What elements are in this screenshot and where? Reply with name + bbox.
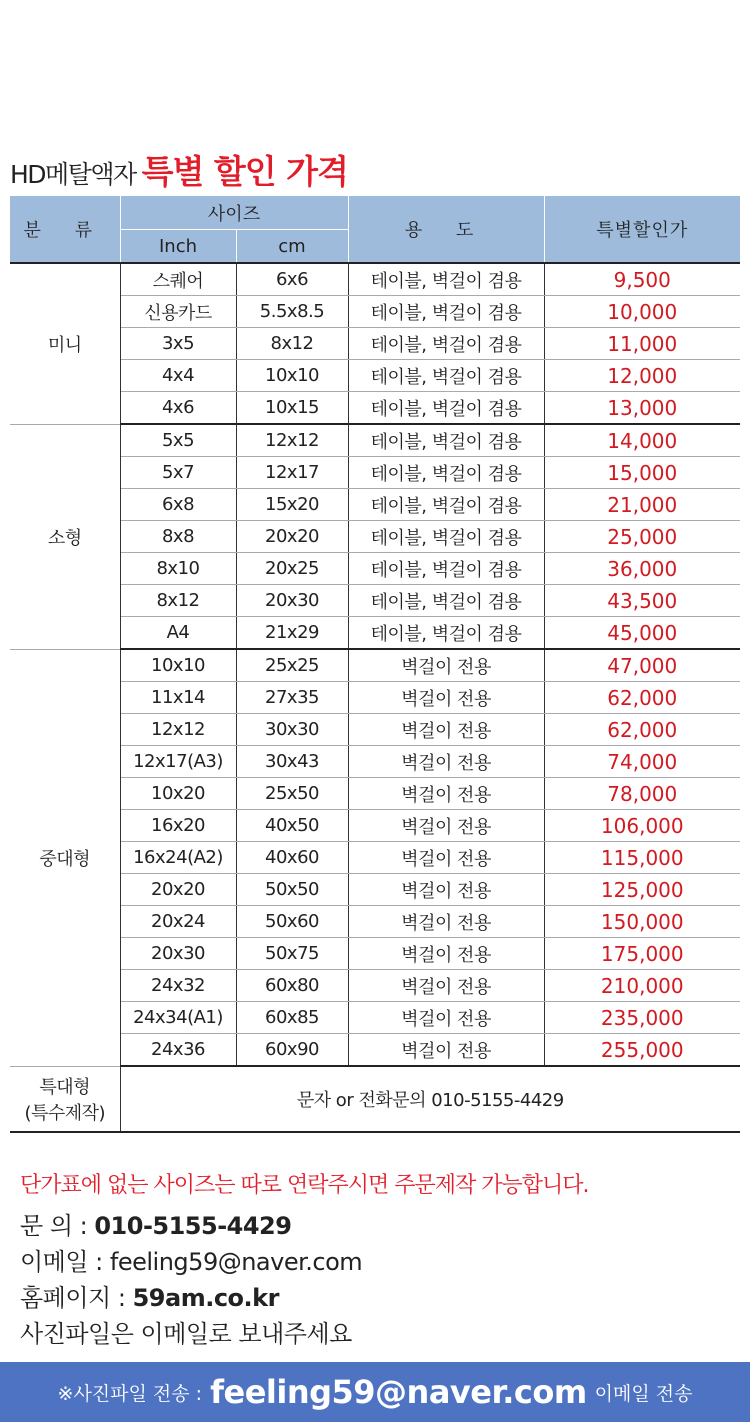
inch-cell: 5x7 <box>120 457 236 489</box>
table-row <box>10 842 740 874</box>
inch-cell: 12x17(A3) <box>120 746 236 778</box>
table-row <box>10 906 740 938</box>
inch-cell: 4x4 <box>120 360 236 392</box>
cm-cell: 6x6 <box>236 263 348 296</box>
cm-cell: 25x50 <box>236 778 348 810</box>
price-cell: 45,000 <box>544 617 740 650</box>
price-table <box>10 196 740 1133</box>
email-label: 이메일 : <box>20 1248 110 1276</box>
inch-cell: 8x12 <box>120 585 236 617</box>
use-cell: 테이블, 벽걸이 겸용 <box>348 489 544 521</box>
header-cm: cm <box>236 230 348 264</box>
use-cell: 테이블, 벽걸이 겸용 <box>348 328 544 360</box>
cm-cell: 15x20 <box>236 489 348 521</box>
inch-cell: 3x5 <box>120 328 236 360</box>
price-cell: 62,000 <box>544 682 740 714</box>
product-name: HD메탈액자 <box>10 160 136 189</box>
homepage-line <box>20 1278 740 1314</box>
price-cell: 14,000 <box>544 424 740 457</box>
table-row <box>10 1034 740 1067</box>
cm-cell: 20x30 <box>236 585 348 617</box>
homepage-label: 홈페이지 : <box>20 1284 133 1312</box>
cm-cell: 50x75 <box>236 938 348 970</box>
use-cell: 테이블, 벽걸이 겸용 <box>348 424 544 457</box>
inch-cell: 16x20 <box>120 810 236 842</box>
price-cell: 13,000 <box>544 392 740 425</box>
use-cell: 벽걸이 전용 <box>348 970 544 1002</box>
special-category-cell <box>10 1066 120 1132</box>
special-category-name: 특대형 <box>39 1076 91 1098</box>
table-row <box>10 328 740 360</box>
price-cell: 62,000 <box>544 714 740 746</box>
cm-cell: 12x12 <box>236 424 348 457</box>
price-cell: 74,000 <box>544 746 740 778</box>
use-cell: 벽걸이 전용 <box>348 682 544 714</box>
inch-cell: 11x14 <box>120 682 236 714</box>
footer-banner <box>0 1362 750 1422</box>
table-row <box>10 296 740 328</box>
email-line <box>20 1242 740 1278</box>
price-cell: 11,000 <box>544 328 740 360</box>
header-price: 특별할인가 <box>544 196 740 263</box>
price-cell: 21,000 <box>544 489 740 521</box>
special-contact: 문자 or 전화문의 010-5155-4429 <box>120 1066 740 1132</box>
cm-cell: 50x60 <box>236 906 348 938</box>
inch-cell: 20x24 <box>120 906 236 938</box>
header-size: 사이즈 <box>120 196 348 230</box>
table-row <box>10 682 740 714</box>
use-cell: 벽걸이 전용 <box>348 1034 544 1067</box>
table-row <box>10 1002 740 1034</box>
cm-cell: 30x30 <box>236 714 348 746</box>
category-cell: 미니 <box>10 263 120 424</box>
use-cell: 테이블, 벽걸이 겸용 <box>348 392 544 425</box>
inch-cell: 5x5 <box>120 424 236 457</box>
inch-cell: 8x8 <box>120 521 236 553</box>
category-cell: 소형 <box>10 424 120 649</box>
use-cell: 벽걸이 전용 <box>348 714 544 746</box>
price-cell: 115,000 <box>544 842 740 874</box>
category-cell: 중대형 <box>10 649 120 1066</box>
use-cell: 벽걸이 전용 <box>348 1002 544 1034</box>
price-cell: 210,000 <box>544 970 740 1002</box>
cm-cell: 8x12 <box>236 328 348 360</box>
homepage-link[interactable]: 59am.co.kr <box>132 1284 279 1312</box>
inch-cell: 신용카드 <box>120 296 236 328</box>
price-cell: 150,000 <box>544 906 740 938</box>
table-row <box>10 457 740 489</box>
special-row <box>10 1066 740 1132</box>
inch-cell: 10x20 <box>120 778 236 810</box>
price-cell: 9,500 <box>544 263 740 296</box>
table-row <box>10 489 740 521</box>
cm-cell: 10x10 <box>236 360 348 392</box>
use-cell: 테이블, 벽걸이 겸용 <box>348 360 544 392</box>
table-row <box>10 521 740 553</box>
price-cell: 255,000 <box>544 1034 740 1067</box>
use-cell: 테이블, 벽걸이 겸용 <box>348 263 544 296</box>
table-row <box>10 970 740 1002</box>
price-cell: 12,000 <box>544 360 740 392</box>
table-row <box>10 263 740 296</box>
price-cell: 106,000 <box>544 810 740 842</box>
use-cell: 벽걸이 전용 <box>348 810 544 842</box>
inch-cell: A4 <box>120 617 236 650</box>
inch-cell: 스퀘어 <box>120 263 236 296</box>
cm-cell: 27x35 <box>236 682 348 714</box>
cm-cell: 60x85 <box>236 1002 348 1034</box>
inch-cell: 20x20 <box>120 874 236 906</box>
inch-cell: 4x6 <box>120 392 236 425</box>
cm-cell: 30x43 <box>236 746 348 778</box>
cm-cell: 60x80 <box>236 970 348 1002</box>
cm-cell: 20x20 <box>236 521 348 553</box>
cm-cell: 21x29 <box>236 617 348 650</box>
inch-cell: 8x10 <box>120 553 236 585</box>
inquiry-label: 문 의 : <box>20 1212 95 1240</box>
cm-cell: 40x50 <box>236 810 348 842</box>
table-row <box>10 553 740 585</box>
email-address[interactable]: feeling59@naver.com <box>109 1248 363 1276</box>
cm-cell: 5.5x8.5 <box>236 296 348 328</box>
table-row <box>10 938 740 970</box>
use-cell: 테이블, 벽걸이 겸용 <box>348 521 544 553</box>
cm-cell: 10x15 <box>236 392 348 425</box>
price-cell: 47,000 <box>544 649 740 682</box>
price-cell: 235,000 <box>544 1002 740 1034</box>
inch-cell: 12x12 <box>120 714 236 746</box>
use-cell: 테이블, 벽걸이 겸용 <box>348 553 544 585</box>
cm-cell: 12x17 <box>236 457 348 489</box>
table-row <box>10 360 740 392</box>
price-cell: 78,000 <box>544 778 740 810</box>
use-cell: 테이블, 벽걸이 겸용 <box>348 457 544 489</box>
inch-cell: 24x36 <box>120 1034 236 1067</box>
footer-prefix: ※사진파일 전송 : <box>57 1382 203 1405</box>
cm-cell: 20x25 <box>236 553 348 585</box>
photo-send-note: 사진파일은 이메일로 보내주세요 <box>20 1320 352 1348</box>
header-use: 용 도 <box>348 196 544 263</box>
price-cell: 175,000 <box>544 938 740 970</box>
price-cell: 25,000 <box>544 521 740 553</box>
table-row <box>10 874 740 906</box>
cm-cell: 40x60 <box>236 842 348 874</box>
contact-notes <box>20 1168 740 1350</box>
use-cell: 테이블, 벽걸이 겸용 <box>348 585 544 617</box>
table-row <box>10 392 740 425</box>
header-inch: Inch <box>120 230 236 264</box>
table-row <box>10 585 740 617</box>
use-cell: 벽걸이 전용 <box>348 938 544 970</box>
inch-cell: 10x10 <box>120 649 236 682</box>
price-cell: 43,500 <box>544 585 740 617</box>
inch-cell: 16x24(A2) <box>120 842 236 874</box>
footer-suffix: 이메일 전송 <box>594 1382 693 1405</box>
use-cell: 테이블, 벽걸이 겸용 <box>348 296 544 328</box>
custom-order-notice: 단가표에 없는 사이즈는 따로 연락주시면 주문제작 가능합니다. <box>20 1173 589 1198</box>
price-cell: 15,000 <box>544 457 740 489</box>
use-cell: 벽걸이 전용 <box>348 842 544 874</box>
price-cell: 36,000 <box>544 553 740 585</box>
price-cell: 10,000 <box>544 296 740 328</box>
price-cell: 125,000 <box>544 874 740 906</box>
use-cell: 벽걸이 전용 <box>348 778 544 810</box>
inch-cell: 6x8 <box>120 489 236 521</box>
use-cell: 벽걸이 전용 <box>348 874 544 906</box>
cm-cell: 50x50 <box>236 874 348 906</box>
inquiry-line <box>20 1206 740 1242</box>
page-title <box>10 146 348 190</box>
use-cell: 벽걸이 전용 <box>348 906 544 938</box>
discount-heading: 특별 할인 가격 <box>141 152 348 191</box>
footer-email[interactable]: feeling59@naver.com <box>210 1373 587 1411</box>
header-category: 분 류 <box>10 196 120 263</box>
special-category-note: (특수제작) <box>24 1102 106 1124</box>
inch-cell: 20x30 <box>120 938 236 970</box>
table-row <box>10 778 740 810</box>
table-row <box>10 617 740 650</box>
table-row <box>10 424 740 457</box>
table-row <box>10 714 740 746</box>
use-cell: 벽걸이 전용 <box>348 746 544 778</box>
use-cell: 벽걸이 전용 <box>348 649 544 682</box>
use-cell: 테이블, 벽걸이 겸용 <box>348 617 544 650</box>
inquiry-phone[interactable]: 010-5155-4429 <box>94 1212 292 1240</box>
table-row <box>10 746 740 778</box>
cm-cell: 25x25 <box>236 649 348 682</box>
inch-cell: 24x34(A1) <box>120 1002 236 1034</box>
table-row <box>10 649 740 682</box>
cm-cell: 60x90 <box>236 1034 348 1067</box>
inch-cell: 24x32 <box>120 970 236 1002</box>
table-row <box>10 810 740 842</box>
